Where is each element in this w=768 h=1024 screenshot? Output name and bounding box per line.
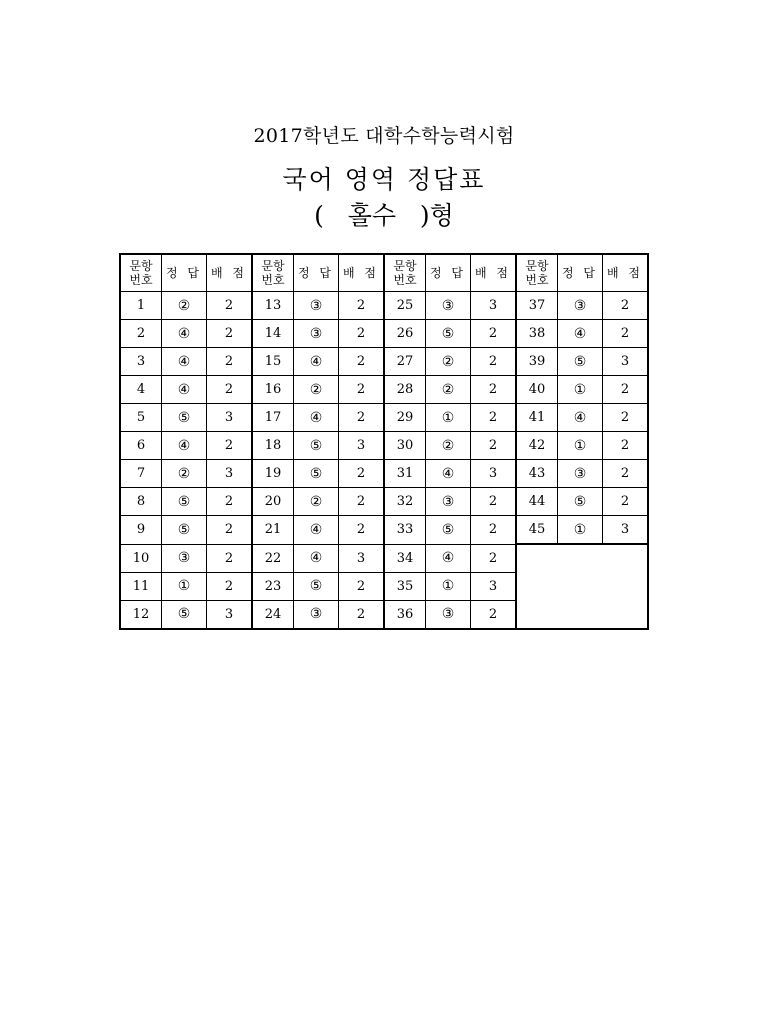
answer-key-table [119, 253, 649, 630]
question-number-cell: 21 [252, 516, 294, 545]
points-cell: 2 [471, 544, 517, 572]
header-answer: 정 답 [162, 254, 207, 292]
points-cell: 3 [339, 544, 385, 572]
question-number-cell: 22 [252, 544, 294, 572]
header-points: 배 점 [471, 254, 517, 292]
answer-cell: ④ [162, 432, 207, 460]
points-cell: 2 [207, 376, 253, 404]
answer-cell: ④ [162, 320, 207, 348]
answer-cell: ④ [426, 544, 471, 572]
question-number-cell: 39 [516, 348, 558, 376]
question-number-cell: 8 [120, 488, 162, 516]
empty-cell [558, 544, 603, 572]
points-cell: 2 [603, 320, 649, 348]
header-question-line2: 번호 [261, 273, 285, 287]
points-cell: 2 [339, 348, 385, 376]
question-number-cell: 11 [120, 572, 162, 600]
header-question-line1: 문항 [393, 259, 417, 273]
question-number-cell: 40 [516, 376, 558, 404]
table-row [120, 572, 648, 600]
points-cell: 3 [207, 404, 253, 432]
empty-cell [558, 572, 603, 600]
answer-cell: ⑤ [162, 488, 207, 516]
question-number-cell: 42 [516, 432, 558, 460]
answer-cell: ④ [558, 404, 603, 432]
empty-cell [558, 600, 603, 629]
points-cell: 3 [471, 292, 517, 320]
points-cell: 2 [339, 600, 385, 629]
answer-cell: ③ [294, 320, 339, 348]
points-cell: 2 [339, 320, 385, 348]
answer-cell: ⑤ [558, 348, 603, 376]
header-question-line1: 문항 [525, 259, 549, 273]
question-number-cell: 33 [384, 516, 426, 545]
answer-cell: ⑤ [162, 516, 207, 545]
header-question-line1: 문항 [129, 259, 153, 273]
question-number-cell: 16 [252, 376, 294, 404]
table-row [120, 488, 648, 516]
exam-title: 2017학년도 대학수학능력시험 [253, 125, 515, 147]
header-question-line2: 번호 [525, 273, 549, 287]
answer-cell: ⑤ [162, 404, 207, 432]
header-question-line2: 번호 [129, 273, 153, 287]
answer-cell: ④ [162, 376, 207, 404]
question-number-cell: 44 [516, 488, 558, 516]
points-cell: 3 [207, 460, 253, 488]
answer-cell: ② [294, 488, 339, 516]
empty-cell [603, 572, 649, 600]
question-number-cell: 9 [120, 516, 162, 545]
points-cell: 3 [603, 516, 649, 545]
answer-cell: ② [162, 292, 207, 320]
answer-cell: ④ [294, 516, 339, 545]
form-type: ( 홀수 )형 [314, 201, 454, 230]
table-row [120, 432, 648, 460]
points-cell: 2 [207, 320, 253, 348]
question-number-cell: 20 [252, 488, 294, 516]
table-row [120, 348, 648, 376]
answer-cell: ③ [162, 544, 207, 572]
answer-cell: ④ [162, 348, 207, 376]
points-cell: 2 [207, 516, 253, 545]
answer-cell: ② [294, 376, 339, 404]
answer-cell: ⑤ [558, 488, 603, 516]
points-cell: 2 [603, 488, 649, 516]
header-question-number [252, 254, 294, 292]
points-cell: 3 [603, 348, 649, 376]
question-number-cell: 6 [120, 432, 162, 460]
answer-cell: ① [162, 572, 207, 600]
answer-cell: ③ [426, 292, 471, 320]
question-number-cell: 35 [384, 572, 426, 600]
answer-cell: ④ [558, 320, 603, 348]
question-number-cell: 17 [252, 404, 294, 432]
points-cell: 2 [471, 516, 517, 545]
points-cell: 2 [603, 292, 649, 320]
answer-cell: ⑤ [426, 516, 471, 545]
answer-cell: ① [426, 404, 471, 432]
header-points: 배 점 [207, 254, 253, 292]
points-cell: 2 [471, 432, 517, 460]
answer-cell: ③ [294, 600, 339, 629]
question-number-cell: 27 [384, 348, 426, 376]
question-number-cell: 38 [516, 320, 558, 348]
question-number-cell: 45 [516, 516, 558, 545]
question-number-cell: 4 [120, 376, 162, 404]
points-cell: 2 [339, 292, 385, 320]
points-cell: 3 [207, 600, 253, 629]
answer-cell: ② [162, 460, 207, 488]
subject-title: 국어 영역 정답표 [282, 165, 486, 194]
points-cell: 2 [339, 516, 385, 545]
answer-cell: ③ [426, 488, 471, 516]
table-row [120, 292, 648, 320]
points-cell: 2 [471, 348, 517, 376]
table-row [120, 544, 648, 572]
answer-cell: ④ [426, 460, 471, 488]
table-row [120, 376, 648, 404]
table-row [120, 516, 648, 545]
question-number-cell: 41 [516, 404, 558, 432]
question-number-cell: 43 [516, 460, 558, 488]
question-number-cell: 15 [252, 348, 294, 376]
points-cell: 3 [471, 460, 517, 488]
points-cell: 2 [339, 460, 385, 488]
question-number-cell: 26 [384, 320, 426, 348]
answer-cell: ② [426, 376, 471, 404]
question-number-cell: 19 [252, 460, 294, 488]
empty-cell [516, 600, 558, 629]
answer-cell: ① [426, 572, 471, 600]
answer-cell: ④ [294, 348, 339, 376]
header-row [120, 254, 648, 292]
question-number-cell: 18 [252, 432, 294, 460]
points-cell: 2 [207, 572, 253, 600]
question-number-cell: 30 [384, 432, 426, 460]
answer-cell: ④ [294, 544, 339, 572]
table-row [120, 460, 648, 488]
points-cell: 2 [471, 600, 517, 629]
question-number-cell: 28 [384, 376, 426, 404]
question-number-cell: 7 [120, 460, 162, 488]
points-cell: 2 [207, 432, 253, 460]
empty-cell [516, 572, 558, 600]
points-cell: 2 [339, 404, 385, 432]
header-points: 배 점 [603, 254, 649, 292]
question-number-cell: 24 [252, 600, 294, 629]
header-answer: 정 답 [558, 254, 603, 292]
header-answer: 정 답 [426, 254, 471, 292]
header-question-number [120, 254, 162, 292]
question-number-cell: 13 [252, 292, 294, 320]
points-cell: 2 [207, 488, 253, 516]
question-number-cell: 25 [384, 292, 426, 320]
table-row [120, 600, 648, 629]
points-cell: 3 [339, 432, 385, 460]
question-number-cell: 12 [120, 600, 162, 629]
answer-cell: ⑤ [162, 600, 207, 629]
header-question-number [516, 254, 558, 292]
question-number-cell: 29 [384, 404, 426, 432]
empty-cell [603, 600, 649, 629]
points-cell: 2 [603, 376, 649, 404]
empty-cell [603, 544, 649, 572]
answer-cell: ④ [294, 404, 339, 432]
question-number-cell: 32 [384, 488, 426, 516]
points-cell: 2 [471, 320, 517, 348]
answer-cell: ③ [558, 292, 603, 320]
question-number-cell: 2 [120, 320, 162, 348]
answer-cell: ① [558, 432, 603, 460]
empty-cell [516, 544, 558, 572]
answer-cell: ③ [426, 600, 471, 629]
points-cell: 2 [339, 376, 385, 404]
header-answer: 정 답 [294, 254, 339, 292]
header-points: 배 점 [339, 254, 385, 292]
answer-cell: ③ [294, 292, 339, 320]
header-question-line1: 문항 [261, 259, 285, 273]
table-row [120, 320, 648, 348]
table-row [120, 404, 648, 432]
points-cell: 2 [471, 404, 517, 432]
question-number-cell: 3 [120, 348, 162, 376]
header-question-number [384, 254, 426, 292]
answer-cell: ① [558, 376, 603, 404]
points-cell: 2 [207, 348, 253, 376]
points-cell: 2 [339, 488, 385, 516]
points-cell: 2 [603, 404, 649, 432]
question-number-cell: 1 [120, 292, 162, 320]
points-cell: 2 [207, 292, 253, 320]
question-number-cell: 36 [384, 600, 426, 629]
answer-cell: ② [426, 348, 471, 376]
question-number-cell: 5 [120, 404, 162, 432]
answer-cell: ① [558, 516, 603, 545]
answer-cell: ② [426, 432, 471, 460]
answer-cell: ⑤ [426, 320, 471, 348]
points-cell: 2 [471, 376, 517, 404]
points-cell: 2 [603, 432, 649, 460]
question-number-cell: 10 [120, 544, 162, 572]
points-cell: 2 [207, 544, 253, 572]
answer-cell: ⑤ [294, 432, 339, 460]
question-number-cell: 37 [516, 292, 558, 320]
question-number-cell: 23 [252, 572, 294, 600]
points-cell: 2 [603, 460, 649, 488]
question-number-cell: 14 [252, 320, 294, 348]
points-cell: 2 [471, 488, 517, 516]
points-cell: 2 [339, 572, 385, 600]
question-number-cell: 34 [384, 544, 426, 572]
points-cell: 3 [471, 572, 517, 600]
answer-cell: ⑤ [294, 572, 339, 600]
answer-cell: ⑤ [294, 460, 339, 488]
header-question-line2: 번호 [393, 273, 417, 287]
question-number-cell: 31 [384, 460, 426, 488]
answer-cell: ③ [558, 460, 603, 488]
